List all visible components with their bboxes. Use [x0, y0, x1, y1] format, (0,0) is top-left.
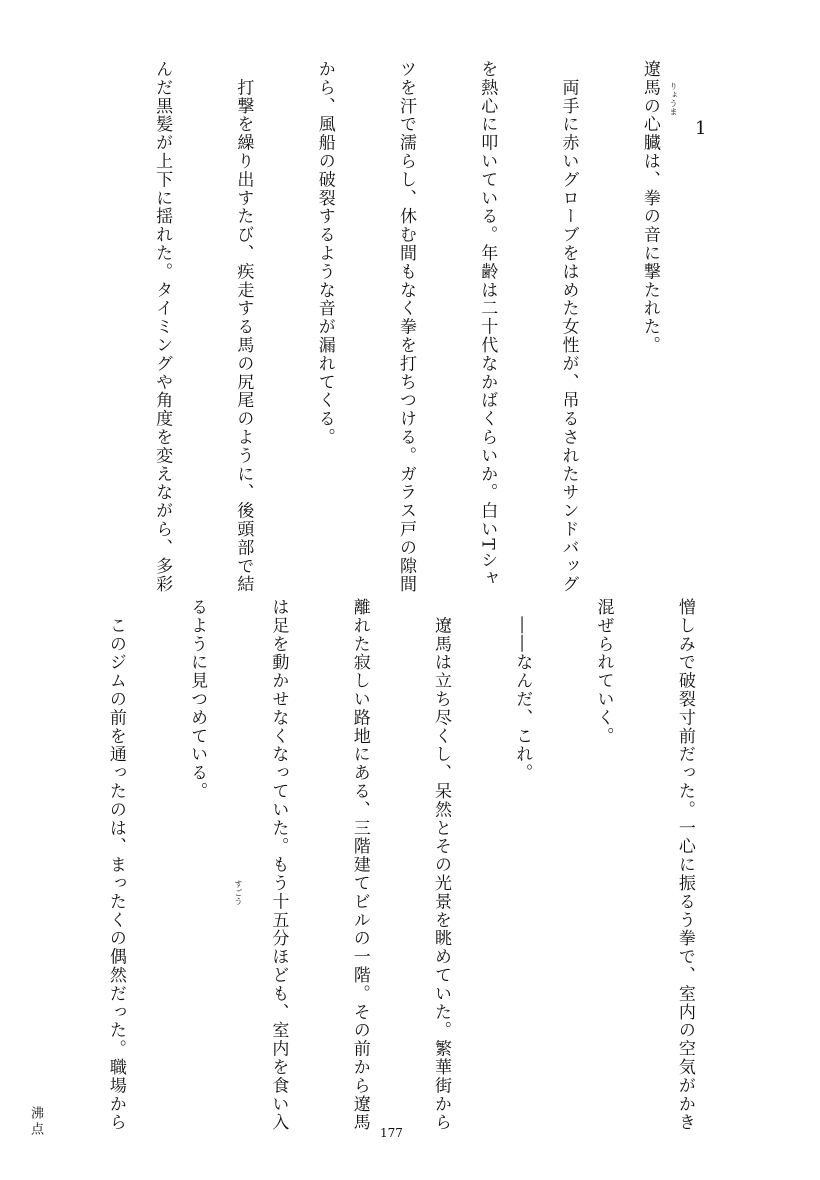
- text-column: 遼馬の心臓は、拳の音に撃たれた。: [639, 60, 660, 355]
- text-column: 両手に赤いグローブをはめた女性が、吊るされたサンドバッグ: [558, 60, 579, 594]
- text-column: ツを汗で濡らし、休む間もなく拳を打ちつける。ガラス戸の隙間: [395, 60, 416, 594]
- text-column: 打撃を繰り出すたび、疾走する馬の尻尾のように、後頭部で結: [233, 60, 254, 594]
- text-block-bottom: [92, 598, 752, 1138]
- page-number: 177: [380, 1126, 403, 1140]
- text-column: 混ぜられていく。: [593, 598, 614, 746]
- ruby-ryoma: りょうま: [669, 82, 678, 116]
- text-column: んだ黒髪が上下に揺れた。タイミングや角度を変えながら、多彩: [152, 60, 173, 594]
- text-column: から、風船の破裂するような音が漏れてくる。: [314, 60, 335, 447]
- running-title: 沸点: [28, 1106, 43, 1138]
- text-column: を熱心に叩いている。年齢は二十代なかばくらいか。白いTシャ: [477, 60, 498, 588]
- ruby-sugo: すごう: [234, 880, 243, 906]
- text-block-top: [92, 60, 717, 600]
- chapter-number: 1: [695, 118, 707, 139]
- text-column: るように見つめている。: [187, 598, 208, 801]
- text-column: [92, 60, 94, 600]
- text-column: 遼馬は立ち尽くし、呆然とその光景を眺めていた。繁華街から: [430, 598, 451, 1132]
- text-column: は足を動かせなくなっていた。もう十五分ほども、室内を食い入: [268, 598, 289, 1132]
- text-column: 憎しみで破裂寸前だった。一心に振るう拳で、室内の空気がかき: [674, 598, 695, 1132]
- text-column: ――なんだ、これ。: [512, 598, 533, 782]
- text-column: このジムの前を通ったのは、まったくの偶然だった。職場から: [105, 598, 126, 1132]
- text-column: 離れた寂しい路地にある、三階建てビルの一階。その前から遼馬: [349, 598, 370, 1132]
